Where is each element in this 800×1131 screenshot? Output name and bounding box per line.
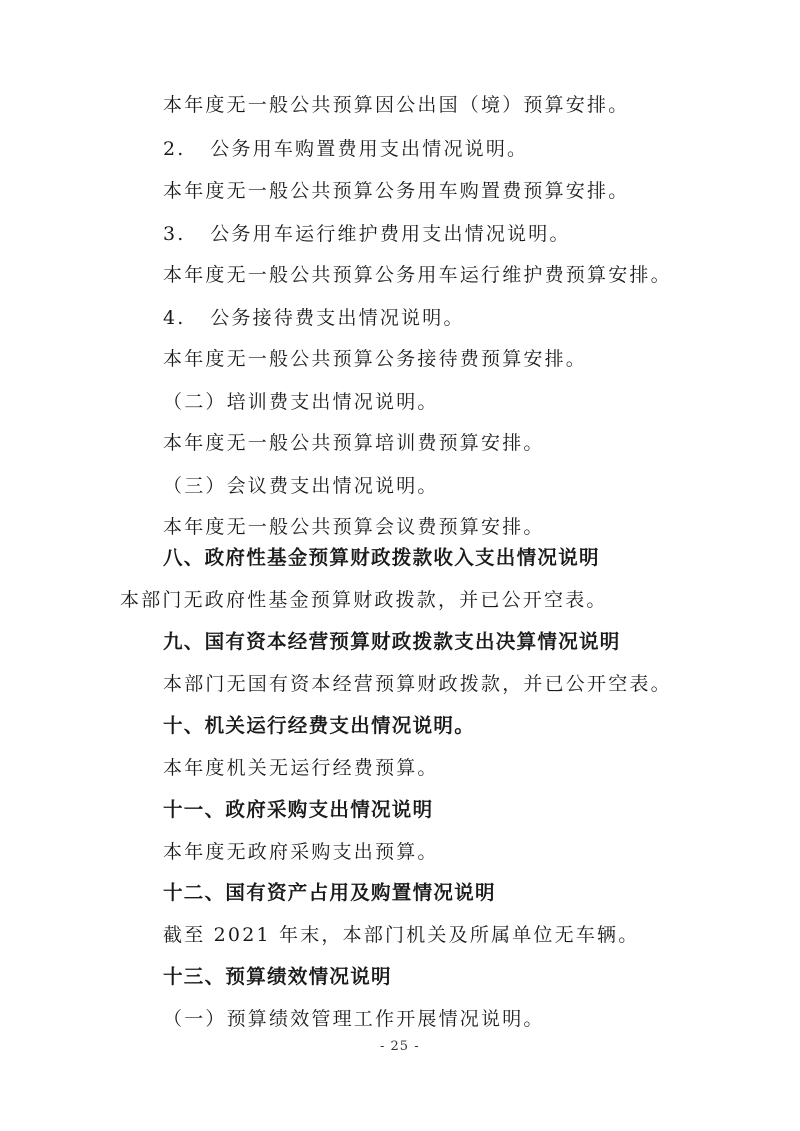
paragraph-operating-expenses: 本年度机关无运行经费预算。 — [163, 757, 439, 779]
section-heading-13: 十三、预算绩效情况说明 — [163, 965, 392, 988]
paragraph-procurement: 本年度无政府采购支出预算。 — [163, 841, 439, 863]
subheading-meeting: （三）会议费支出情况说明。 — [163, 475, 439, 497]
paragraph-reception-none: 本年度无一般公共预算公务接待费预算安排。 — [163, 348, 588, 370]
paragraph-vehicle-operation-none: 本年度无一般公共预算公务用车运行维护费预算安排。 — [163, 264, 672, 286]
subheading-vehicle-purchase: 2. 公务用车购置费用支出情况说明。 — [163, 138, 529, 160]
subheading-performance-management: （一）预算绩效管理工作开展情况说明。 — [163, 1008, 545, 1030]
section-heading-9: 九、国有资本经营预算财政拨款支出决算情况说明 — [163, 630, 621, 653]
paragraph-fund-budget: 本部门无政府性基金预算财政拨款，并已公开空表。 — [120, 589, 608, 611]
subheading-vehicle-operation: 3. 公务用车运行维护费用支出情况说明。 — [163, 223, 571, 245]
paragraph-assets: 截至 2021 年末，本部门机关及所属单位无车辆。 — [163, 924, 640, 946]
section-heading-8: 八、政府性基金预算财政拨款收入支出情况说明 — [163, 546, 600, 569]
paragraph-training-none: 本年度无一般公共预算培训费预算安排。 — [163, 432, 545, 454]
paragraph-vehicle-purchase-none: 本年度无一般公共预算公务用车购置费预算安排。 — [163, 180, 630, 202]
paragraph-state-capital: 本部门无国有资本经营预算财政拨款，并已公开空表。 — [163, 673, 672, 695]
section-heading-10: 十、机关运行经费支出情况说明。 — [163, 714, 476, 737]
page-number: - 25 - — [380, 1039, 420, 1054]
paragraph-meeting-none: 本年度无一般公共预算会议费预算安排。 — [163, 516, 545, 538]
subheading-training: （二）培训费支出情况说明。 — [163, 391, 439, 413]
section-heading-12: 十二、国有资产占用及购置情况说明 — [163, 881, 496, 904]
subheading-reception: 4. 公务接待费支出情况说明。 — [163, 307, 465, 329]
section-heading-11: 十一、政府采购支出情况说明 — [163, 798, 434, 821]
paragraph-outbound-travel-none: 本年度无一般公共预算因公出国（境）预算安排。 — [163, 94, 630, 116]
